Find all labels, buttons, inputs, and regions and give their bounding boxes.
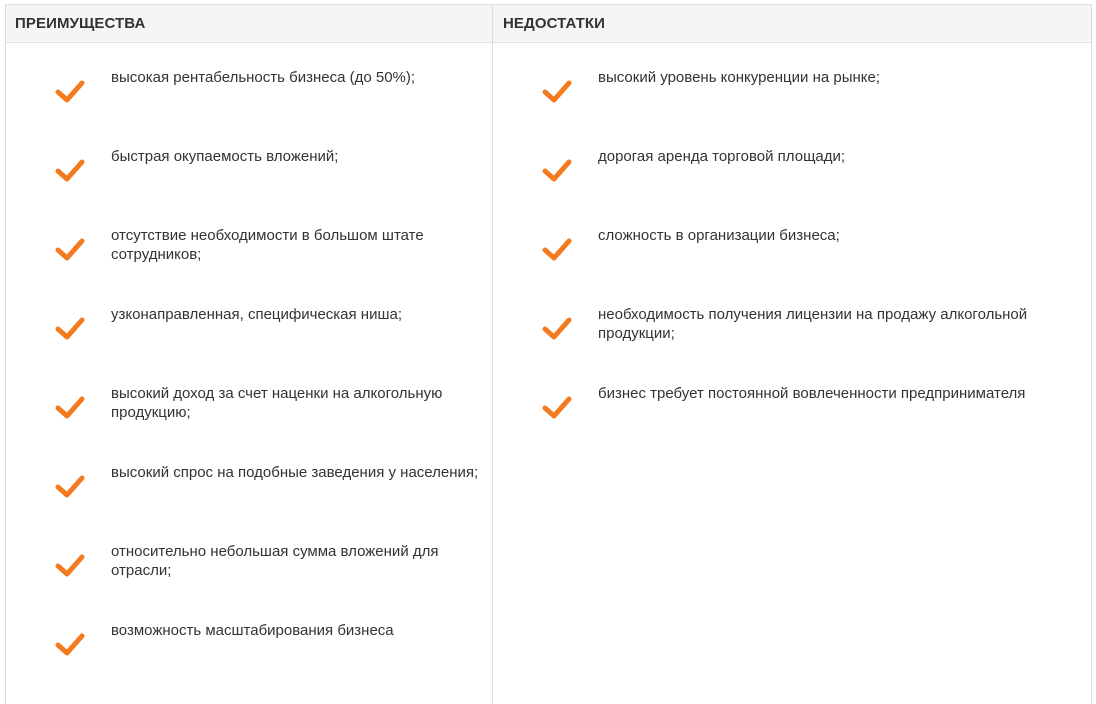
list-item-text: дорогая аренда торговой площади; (598, 148, 846, 165)
list-item-text: отсутствие необходимости в большом штате сотрудников; (111, 227, 424, 263)
list-item-text: возможность масштабирования бизнеса (111, 622, 394, 639)
check-icon (54, 474, 86, 500)
list-item-text: сложность в организации бизнеса; (598, 227, 840, 244)
check-icon (54, 395, 86, 421)
check-icon (54, 158, 86, 184)
check-icon (54, 553, 86, 579)
list-item-text: узконаправленная, специфическая ниша; (111, 306, 403, 323)
list-item-text: бизнес требует постоянной вовлеченности предпринимателя (598, 385, 1026, 402)
advantages-title: ПРЕИМУЩЕСТВА (15, 15, 146, 32)
check-icon (54, 316, 86, 342)
list-item-text: быстрая окупаемость вложений; (111, 148, 339, 165)
check-icon (541, 316, 573, 342)
check-icon (541, 158, 573, 184)
check-icon (541, 79, 573, 105)
list-item-text: высокий спрос на подобные заведения у населения; (111, 464, 479, 481)
table-header (6, 5, 1091, 43)
list-item-text: относительно небольшая сумма вложений для отрасли; (111, 543, 439, 579)
pros-cons-table (5, 4, 1092, 704)
disadvantages-title: НЕДОСТАТКИ (503, 15, 606, 32)
check-icon (541, 395, 573, 421)
list-item-text: высокий уровень конкуренции на рынке; (598, 69, 881, 86)
list-item-text: высокая рентабельность бизнеса (до 50%); (111, 69, 416, 86)
list-item-text: необходимость получения лицензии на продажу алкогольной продукции; (598, 306, 1028, 342)
check-icon (54, 632, 86, 658)
list-item-text: высокий доход за счет наценки на алкогольную продукцию; (111, 385, 443, 421)
check-icon (541, 237, 573, 263)
check-icon (54, 237, 86, 263)
check-icon (54, 79, 86, 105)
column-divider (492, 5, 493, 704)
